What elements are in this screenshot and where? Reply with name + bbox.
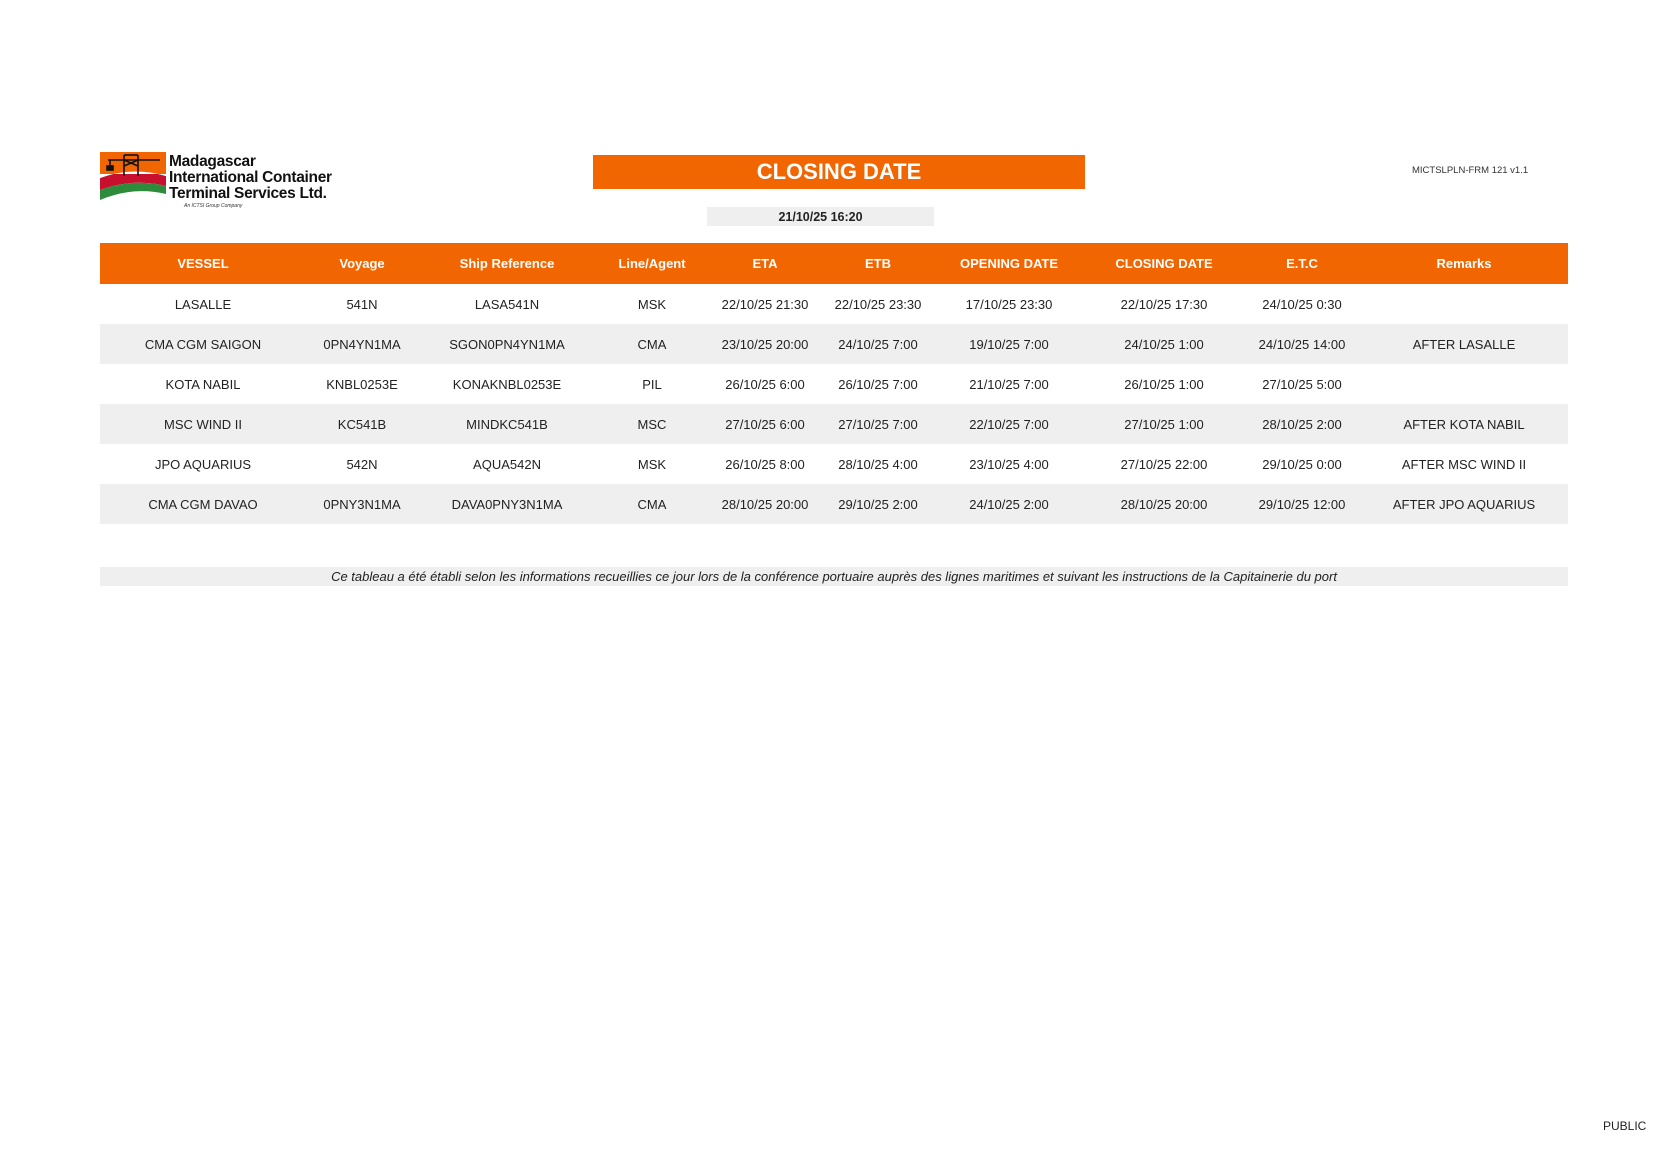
- etb-cell: 27/10/25 7:00: [822, 404, 934, 444]
- voyage-cell: 542N: [346, 456, 378, 472]
- closing-date-cell: 27/10/25 22:00: [1120, 456, 1208, 472]
- ship-reference-cell: MINDKC541B: [418, 404, 596, 444]
- eta-cell: 22/10/25 21:30: [721, 296, 809, 312]
- footnote: Ce tableau a été établi selon les informations recueillies ce jour lors de la conférence portuaire auprès des lignes maritimes et suivant les instructions de la Capitainerie du port: [100, 567, 1568, 586]
- column-header: Line/Agent: [596, 243, 708, 284]
- company-name-line-2: International Container: [169, 169, 332, 186]
- etb-cell: 26/10/25 7:00: [838, 376, 918, 392]
- report-datetime: 21/10/25 16:20: [707, 207, 934, 226]
- table-row: [100, 324, 1568, 364]
- line-agent-cell: CMA: [596, 324, 708, 364]
- opening-date-cell: 22/10/25 7:00: [934, 404, 1084, 444]
- etc-cell: 29/10/25 12:00: [1244, 484, 1360, 524]
- ship-reference-cell: LASA541N: [474, 296, 540, 312]
- remarks-cell: [1360, 284, 1568, 324]
- classification-label: PUBLIC: [1603, 1119, 1647, 1133]
- etb-cell: 28/10/25 4:00: [838, 456, 918, 472]
- table-header-row: [100, 243, 1568, 284]
- closing-date-cell: 27/10/25 1:00: [1084, 404, 1244, 444]
- line-agent-cell: MSK: [637, 296, 667, 312]
- table-row: [100, 284, 1568, 324]
- remarks-cell: AFTER JPO AQUARIUS: [1360, 484, 1568, 524]
- closing-date-cell: 28/10/25 20:00: [1084, 484, 1244, 524]
- vessel-cell: KOTA NABIL: [165, 376, 241, 392]
- voyage-cell: KC541B: [306, 404, 418, 444]
- voyage-cell: 0PN4YN1MA: [306, 324, 418, 364]
- company-name: [169, 154, 332, 202]
- vessel-cell: JPO AQUARIUS: [154, 456, 252, 472]
- voyage-cell: 541N: [346, 296, 378, 312]
- column-header: E.T.C: [1244, 243, 1360, 284]
- etb-cell: 29/10/25 2:00: [822, 484, 934, 524]
- vessel-cell: CMA CGM SAIGON: [100, 324, 306, 364]
- column-header: OPENING DATE: [934, 243, 1084, 284]
- ship-reference-cell: KONAKNBL0253E: [452, 376, 562, 392]
- column-header: Ship Reference: [418, 243, 596, 284]
- crane-flag-icon: [100, 152, 168, 202]
- opening-date-cell: 17/10/25 23:30: [965, 296, 1053, 312]
- ship-reference-cell: AQUA542N: [473, 456, 541, 472]
- page-title: CLOSING DATE: [593, 155, 1085, 189]
- company-name-line-1: Madagascar: [169, 153, 256, 170]
- opening-date-cell: 19/10/25 7:00: [934, 324, 1084, 364]
- etc-cell: 24/10/25 0:30: [1262, 296, 1342, 312]
- table-row: [100, 484, 1568, 524]
- voyage-cell: 0PNY3N1MA: [306, 484, 418, 524]
- opening-date-cell: 21/10/25 7:00: [969, 376, 1049, 392]
- table-row: [100, 444, 1568, 484]
- vessel-cell: CMA CGM DAVAO: [100, 484, 306, 524]
- company-name-line-3: Terminal Services Ltd.: [169, 185, 327, 202]
- ship-reference-cell: DAVA0PNY3N1MA: [418, 484, 596, 524]
- remarks-cell: AFTER MSC WIND II: [1401, 456, 1527, 472]
- line-agent-cell: PIL: [642, 376, 662, 392]
- opening-date-cell: 23/10/25 4:00: [969, 456, 1049, 472]
- eta-cell: 26/10/25 8:00: [725, 456, 805, 472]
- eta-cell: 26/10/25 6:00: [725, 376, 805, 392]
- etc-cell: 29/10/25 0:00: [1262, 456, 1342, 472]
- remarks-cell: AFTER KOTA NABIL: [1360, 404, 1568, 444]
- table-row: [100, 364, 1568, 404]
- column-header: ETB: [822, 243, 934, 284]
- opening-date-cell: 24/10/25 2:00: [934, 484, 1084, 524]
- vessel-cell: MSC WIND II: [100, 404, 306, 444]
- closing-date-cell: 24/10/25 1:00: [1084, 324, 1244, 364]
- vessel-cell: LASALLE: [174, 296, 232, 312]
- company-tagline: An ICTSI Group Company: [184, 203, 243, 209]
- column-header: Voyage: [306, 243, 418, 284]
- column-header: VESSEL: [100, 243, 306, 284]
- etb-cell: 24/10/25 7:00: [822, 324, 934, 364]
- etb-cell: 22/10/25 23:30: [834, 296, 922, 312]
- etc-cell: 24/10/25 14:00: [1244, 324, 1360, 364]
- document-code: MICTSLPLN-FRM 121 v1.1: [1412, 165, 1529, 176]
- closing-date-cell: 26/10/25 1:00: [1124, 376, 1204, 392]
- voyage-cell: KNBL0253E: [326, 376, 398, 392]
- etc-cell: 28/10/25 2:00: [1244, 404, 1360, 444]
- column-header: ETA: [708, 243, 822, 284]
- closing-date-cell: 22/10/25 17:30: [1120, 296, 1208, 312]
- eta-cell: 23/10/25 20:00: [708, 324, 822, 364]
- column-header: CLOSING DATE: [1084, 243, 1244, 284]
- line-agent-cell: MSC: [596, 404, 708, 444]
- line-agent-cell: MSK: [637, 456, 667, 472]
- company-logo: [100, 152, 340, 214]
- table-row: [100, 404, 1568, 444]
- remarks-cell: [1360, 364, 1568, 404]
- ship-reference-cell: SGON0PN4YN1MA: [418, 324, 596, 364]
- eta-cell: 27/10/25 6:00: [708, 404, 822, 444]
- remarks-cell: AFTER LASALLE: [1360, 324, 1568, 364]
- eta-cell: 28/10/25 20:00: [708, 484, 822, 524]
- line-agent-cell: CMA: [596, 484, 708, 524]
- column-header: Remarks: [1360, 243, 1568, 284]
- vessel-schedule-table: [100, 243, 1568, 524]
- etc-cell: 27/10/25 5:00: [1262, 376, 1342, 392]
